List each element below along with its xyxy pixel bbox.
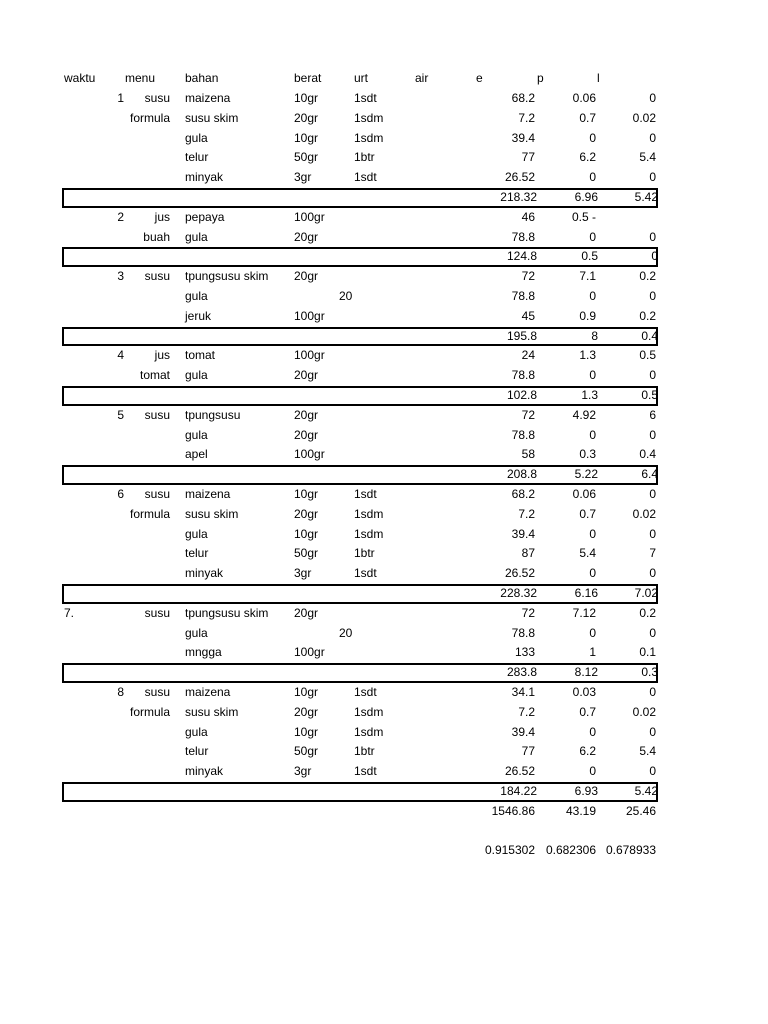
cell-menu: susu bbox=[144, 486, 170, 501]
header-row bbox=[62, 67, 658, 89]
subtotal-l: 0 bbox=[651, 249, 658, 264]
table-row bbox=[62, 287, 658, 307]
cell-e: 34.1 bbox=[511, 684, 535, 699]
cell-bahan: susu skim bbox=[185, 110, 239, 125]
cell-p: 0 bbox=[589, 724, 596, 739]
cell-bahan: gula bbox=[185, 288, 208, 303]
table-row bbox=[62, 505, 658, 525]
cell-p: 0 bbox=[589, 130, 596, 145]
cell-e: 72 bbox=[521, 407, 535, 422]
cell-e: 78.8 bbox=[511, 625, 535, 640]
cell-no: 6 bbox=[117, 486, 124, 501]
subtotal-l: 0.3 bbox=[641, 665, 658, 680]
cell-menu: susu bbox=[144, 269, 170, 284]
cell-l: 0.02 bbox=[632, 110, 656, 125]
cell-berat: 3gr bbox=[294, 764, 312, 779]
cell-urt: 1sdt bbox=[354, 684, 377, 699]
cell-p: 0 bbox=[589, 625, 596, 640]
cell-e: 24 bbox=[521, 348, 535, 363]
cell-p: 0 bbox=[589, 566, 596, 581]
cell-urt: 1sdm bbox=[354, 506, 384, 521]
table-row bbox=[62, 129, 658, 149]
cell-berat: 100gr bbox=[294, 645, 325, 660]
grand-total-l: 25.46 bbox=[625, 803, 656, 818]
cell-no: 1 bbox=[117, 91, 124, 105]
cell-urt: 1sdt bbox=[354, 486, 377, 501]
cell-menu: jus bbox=[154, 348, 170, 363]
cell-e: 78.8 bbox=[511, 368, 535, 383]
cell-berat: 20gr bbox=[294, 506, 319, 521]
cell-p: 0 bbox=[589, 764, 596, 779]
cell-berat: 20gr bbox=[294, 427, 319, 442]
cell-l: 0 bbox=[649, 170, 656, 185]
subtotal-l: 6.4 bbox=[641, 467, 658, 482]
table-row bbox=[62, 208, 658, 228]
cell-p: 0.03 bbox=[572, 684, 596, 699]
cell-urt: 1sdm bbox=[354, 724, 384, 739]
subtotal-p: 5.22 bbox=[574, 467, 598, 482]
cell-p: 0.06 bbox=[572, 486, 596, 501]
cell-urt: 1sdm bbox=[354, 110, 384, 125]
header-p: p bbox=[537, 71, 544, 85]
cell-p: 1.3 bbox=[579, 348, 596, 363]
cell-bahan: gula bbox=[185, 526, 208, 541]
cell-p: 0 bbox=[589, 368, 596, 383]
cell-l: 0 bbox=[649, 566, 656, 581]
cell-l: 6 bbox=[649, 407, 656, 422]
table-row bbox=[62, 564, 658, 584]
cell-e: 7.2 bbox=[518, 110, 535, 125]
table-row bbox=[62, 723, 658, 743]
cell-e: 39.4 bbox=[511, 724, 535, 739]
cell-l: 0 bbox=[649, 91, 656, 105]
cell-menu: susu bbox=[144, 91, 170, 105]
table-body bbox=[62, 89, 658, 802]
cell-e: 87 bbox=[521, 546, 535, 561]
cell-menu: susu bbox=[144, 407, 170, 422]
cell-urt: 1sdt bbox=[354, 566, 377, 581]
grand-total-e: 1546.86 bbox=[491, 803, 535, 818]
cell-p: 7.12 bbox=[572, 605, 596, 620]
cell-urt: 1sdm bbox=[354, 526, 384, 541]
nutrition-sheet bbox=[62, 67, 658, 861]
cell-no: 5 bbox=[117, 407, 124, 422]
cell-p: 0 bbox=[589, 170, 596, 185]
cell-l: 0.02 bbox=[632, 704, 656, 719]
cell-l: 7 bbox=[649, 546, 656, 561]
cell-e: 77 bbox=[521, 150, 535, 165]
subtotal-row bbox=[62, 188, 658, 208]
cell-l: 0 bbox=[649, 427, 656, 442]
table-row bbox=[62, 267, 658, 287]
cell-l: 0.2 bbox=[639, 308, 656, 323]
header-waktu: waktu bbox=[64, 71, 96, 85]
cell-berat: 10gr bbox=[294, 724, 319, 739]
table-row bbox=[62, 307, 658, 327]
subtotal-e: 218.32 bbox=[500, 189, 537, 204]
cell-bahan: tomat bbox=[185, 348, 216, 363]
cell-l: 0 bbox=[649, 368, 656, 383]
cell-p: 0.7 bbox=[579, 110, 596, 125]
cell-e: 26.52 bbox=[504, 566, 535, 581]
cell-p: 5.4 bbox=[579, 546, 596, 561]
table-row bbox=[62, 544, 658, 564]
cell-berat: 20gr bbox=[294, 605, 319, 620]
cell-p: 0.9 bbox=[579, 308, 596, 323]
cell-berat-alt: 20 bbox=[339, 625, 353, 640]
cell-l: 0 bbox=[649, 130, 656, 145]
header-air: air bbox=[415, 71, 429, 85]
cell-urt: 1sdm bbox=[354, 704, 384, 719]
cell-berat: 20gr bbox=[294, 110, 319, 125]
table-row bbox=[62, 228, 658, 248]
cell-bahan: tpungsusu skim bbox=[185, 269, 269, 284]
subtotal-l: 5.42 bbox=[634, 189, 658, 204]
cell-urt: 1btr bbox=[354, 744, 375, 759]
header-bahan: bahan bbox=[185, 71, 219, 85]
cell-bahan: tpungsusu skim bbox=[185, 605, 269, 620]
subtotal-p: 8 bbox=[591, 328, 598, 343]
table-row bbox=[62, 703, 658, 723]
cell-no: 2 bbox=[117, 209, 124, 224]
cell-l: 0.4 bbox=[639, 447, 656, 462]
subtotal-p: 6.16 bbox=[574, 585, 598, 600]
cell-berat: 20gr bbox=[294, 407, 319, 422]
table-row bbox=[62, 426, 658, 446]
header-e: e bbox=[476, 71, 483, 85]
cell-e: 45 bbox=[521, 308, 535, 323]
table-row bbox=[62, 485, 658, 505]
cell-p: 0 bbox=[589, 229, 596, 244]
cell-berat: 20gr bbox=[294, 269, 319, 284]
cell-berat: 20gr bbox=[294, 229, 319, 244]
cell-p: 0.06 bbox=[572, 91, 596, 105]
header-l: l bbox=[597, 71, 600, 85]
table-row bbox=[62, 604, 658, 624]
cell-menu: tomat bbox=[139, 368, 170, 383]
cell-berat: 100gr bbox=[294, 308, 325, 323]
cell-l: 0 bbox=[649, 684, 656, 699]
cell-berat: 50gr bbox=[294, 546, 319, 561]
table-row bbox=[62, 89, 658, 109]
table-row bbox=[62, 624, 658, 644]
subtotal-row bbox=[62, 247, 658, 267]
cell-berat: 10gr bbox=[294, 684, 319, 699]
cell-e: 133 bbox=[514, 645, 535, 660]
cell-bahan: tpungsusu bbox=[185, 407, 241, 422]
cell-urt: 1btr bbox=[354, 546, 375, 561]
ratio-p: 0.682306 bbox=[545, 843, 596, 858]
cell-bahan: gula bbox=[185, 625, 208, 640]
cell-p: 6.2 bbox=[579, 150, 596, 165]
subtotal-e: 124.8 bbox=[506, 249, 537, 264]
cell-bahan: gula bbox=[185, 130, 208, 145]
subtotal-l: 0.4 bbox=[641, 328, 658, 343]
cell-e: 7.2 bbox=[518, 506, 535, 521]
subtotal-p: 6.96 bbox=[574, 189, 598, 204]
cell-bahan: telur bbox=[185, 150, 209, 165]
cell-e: 68.2 bbox=[511, 486, 535, 501]
cell-bahan: minyak bbox=[185, 566, 224, 581]
subtotal-p: 0.5 bbox=[581, 249, 598, 264]
cell-l: 0.02 bbox=[632, 506, 656, 521]
cell-bahan: minyak bbox=[185, 764, 224, 779]
cell-l: 5.4 bbox=[639, 150, 656, 165]
cell-urt: 1btr bbox=[354, 150, 375, 165]
subtotal-e: 184.22 bbox=[500, 783, 537, 798]
cell-e: 72 bbox=[521, 605, 535, 620]
cell-p: 0 bbox=[589, 427, 596, 442]
cell-berat: 20gr bbox=[294, 368, 319, 383]
cell-p: 7.1 bbox=[579, 269, 596, 284]
cell-no: 8 bbox=[117, 684, 124, 699]
cell-l: 0 bbox=[649, 526, 656, 541]
cell-berat: 10gr bbox=[294, 526, 319, 541]
cell-bahan: gula bbox=[185, 229, 208, 244]
header-menu: menu bbox=[125, 71, 156, 85]
subtotal-row bbox=[62, 584, 658, 604]
subtotal-e: 208.8 bbox=[506, 467, 537, 482]
ratio-l: 0.678933 bbox=[605, 843, 656, 858]
cell-berat: 100gr bbox=[294, 348, 325, 363]
table-row bbox=[62, 643, 658, 663]
cell-berat: 3gr bbox=[294, 170, 312, 185]
ratio-e: 0.915302 bbox=[484, 843, 535, 858]
subtotal-l: 5.42 bbox=[634, 783, 658, 798]
cell-p: 0 bbox=[589, 526, 596, 541]
cell-menu: formula bbox=[129, 110, 170, 125]
cell-menu: susu bbox=[144, 605, 170, 620]
cell-bahan: telur bbox=[185, 744, 209, 759]
cell-no: 3 bbox=[117, 269, 124, 284]
cell-p: 1 bbox=[589, 645, 596, 660]
cell-urt: 1sdt bbox=[354, 764, 377, 779]
cell-berat-alt: 20 bbox=[339, 288, 353, 303]
subtotal-row bbox=[62, 465, 658, 485]
subtotal-e: 283.8 bbox=[506, 665, 537, 680]
subtotal-p: 1.3 bbox=[581, 387, 598, 402]
cell-menu: susu bbox=[144, 684, 170, 699]
subtotal-e: 228.32 bbox=[500, 585, 537, 600]
cell-p: 0 bbox=[589, 288, 596, 303]
cell-bahan: mngga bbox=[185, 645, 222, 660]
cell-e: 39.4 bbox=[511, 526, 535, 541]
cell-bahan: minyak bbox=[185, 170, 224, 185]
subtotal-e: 195.8 bbox=[506, 328, 537, 343]
subtotal-l: 0.5 bbox=[641, 387, 658, 402]
cell-bahan: pepaya bbox=[185, 209, 225, 224]
cell-l: 0.1 bbox=[639, 645, 656, 660]
cell-l: 0.2 bbox=[639, 269, 656, 284]
cell-p: 0.7 bbox=[579, 704, 596, 719]
table-row bbox=[62, 445, 658, 465]
subtotal-row bbox=[62, 386, 658, 406]
cell-menu: formula bbox=[129, 506, 170, 521]
cell-urt: 1sdt bbox=[354, 170, 377, 185]
subtotal-row bbox=[62, 663, 658, 683]
table-row bbox=[62, 406, 658, 426]
cell-e: 46 bbox=[521, 209, 535, 224]
cell-e: 72 bbox=[521, 269, 535, 284]
cell-bahan: maizena bbox=[185, 684, 231, 699]
cell-l: 0.2 bbox=[639, 605, 656, 620]
cell-p: 4.92 bbox=[572, 407, 596, 422]
cell-menu: buah bbox=[143, 229, 170, 244]
grand-total-p: 43.19 bbox=[565, 803, 596, 818]
header-berat: berat bbox=[294, 71, 322, 85]
cell-waktu: 7. bbox=[64, 605, 75, 620]
cell-bahan: maizena bbox=[185, 486, 231, 501]
table-row bbox=[62, 742, 658, 762]
cell-urt: 1sdt bbox=[354, 91, 377, 105]
cell-berat: 3gr bbox=[294, 566, 312, 581]
cell-bahan: susu skim bbox=[185, 506, 239, 521]
grand-total-row bbox=[62, 802, 658, 822]
table-row bbox=[62, 109, 658, 129]
cell-bahan: gula bbox=[185, 427, 208, 442]
cell-bahan: maizena bbox=[185, 91, 231, 105]
cell-l: 0 bbox=[649, 486, 656, 501]
cell-bahan: apel bbox=[185, 447, 208, 462]
cell-p: 0.3 bbox=[579, 447, 596, 462]
cell-bahan: gula bbox=[185, 724, 208, 739]
subtotal-e: 102.8 bbox=[506, 387, 537, 402]
cell-berat: 10gr bbox=[294, 91, 319, 105]
subtotal-p: 8.12 bbox=[574, 665, 598, 680]
cell-e: 68.2 bbox=[511, 91, 535, 105]
cell-berat: 20gr bbox=[294, 704, 319, 719]
cell-l: 0 bbox=[649, 229, 656, 244]
cell-urt: 1sdm bbox=[354, 130, 384, 145]
table-row bbox=[62, 148, 658, 168]
table-row bbox=[62, 346, 658, 366]
subtotal-l: 7.02 bbox=[634, 585, 658, 600]
cell-l: 0.5 bbox=[639, 348, 656, 363]
cell-e: 26.52 bbox=[504, 170, 535, 185]
cell-berat: 100gr bbox=[294, 209, 325, 224]
cell-bahan: telur bbox=[185, 546, 209, 561]
cell-berat: 10gr bbox=[294, 130, 319, 145]
cell-e: 26.52 bbox=[504, 764, 535, 779]
table-row bbox=[62, 366, 658, 386]
cell-e: 7.2 bbox=[518, 704, 535, 719]
cell-berat: 50gr bbox=[294, 744, 319, 759]
cell-p: 0.5 - bbox=[571, 209, 596, 224]
cell-berat: 50gr bbox=[294, 150, 319, 165]
subtotal-p: 6.93 bbox=[574, 783, 598, 798]
cell-berat: 100gr bbox=[294, 447, 325, 462]
cell-bahan: susu skim bbox=[185, 704, 239, 719]
cell-e: 58 bbox=[521, 447, 535, 462]
table-row bbox=[62, 525, 658, 545]
cell-l: 0 bbox=[649, 764, 656, 779]
subtotal-row bbox=[62, 327, 658, 347]
cell-no: 4 bbox=[117, 348, 124, 363]
table-row bbox=[62, 683, 658, 703]
cell-e: 77 bbox=[521, 744, 535, 759]
table-row bbox=[62, 762, 658, 782]
ratio-row bbox=[62, 841, 658, 861]
cell-menu: jus bbox=[154, 209, 170, 224]
cell-p: 6.2 bbox=[579, 744, 596, 759]
cell-bahan: jeruk bbox=[185, 308, 212, 323]
cell-e: 78.8 bbox=[511, 229, 535, 244]
cell-e: 78.8 bbox=[511, 288, 535, 303]
subtotal-row bbox=[62, 782, 658, 802]
cell-berat: 10gr bbox=[294, 486, 319, 501]
cell-p: 0.7 bbox=[579, 506, 596, 521]
cell-l: 0 bbox=[649, 625, 656, 640]
cell-l: 5.4 bbox=[639, 744, 656, 759]
cell-e: 78.8 bbox=[511, 427, 535, 442]
cell-menu: formula bbox=[129, 704, 170, 719]
cell-bahan: gula bbox=[185, 368, 208, 383]
header-urt: urt bbox=[354, 71, 369, 85]
table-row bbox=[62, 168, 658, 188]
cell-e: 39.4 bbox=[511, 130, 535, 145]
cell-l: 0 bbox=[649, 724, 656, 739]
cell-l: 0 bbox=[649, 288, 656, 303]
